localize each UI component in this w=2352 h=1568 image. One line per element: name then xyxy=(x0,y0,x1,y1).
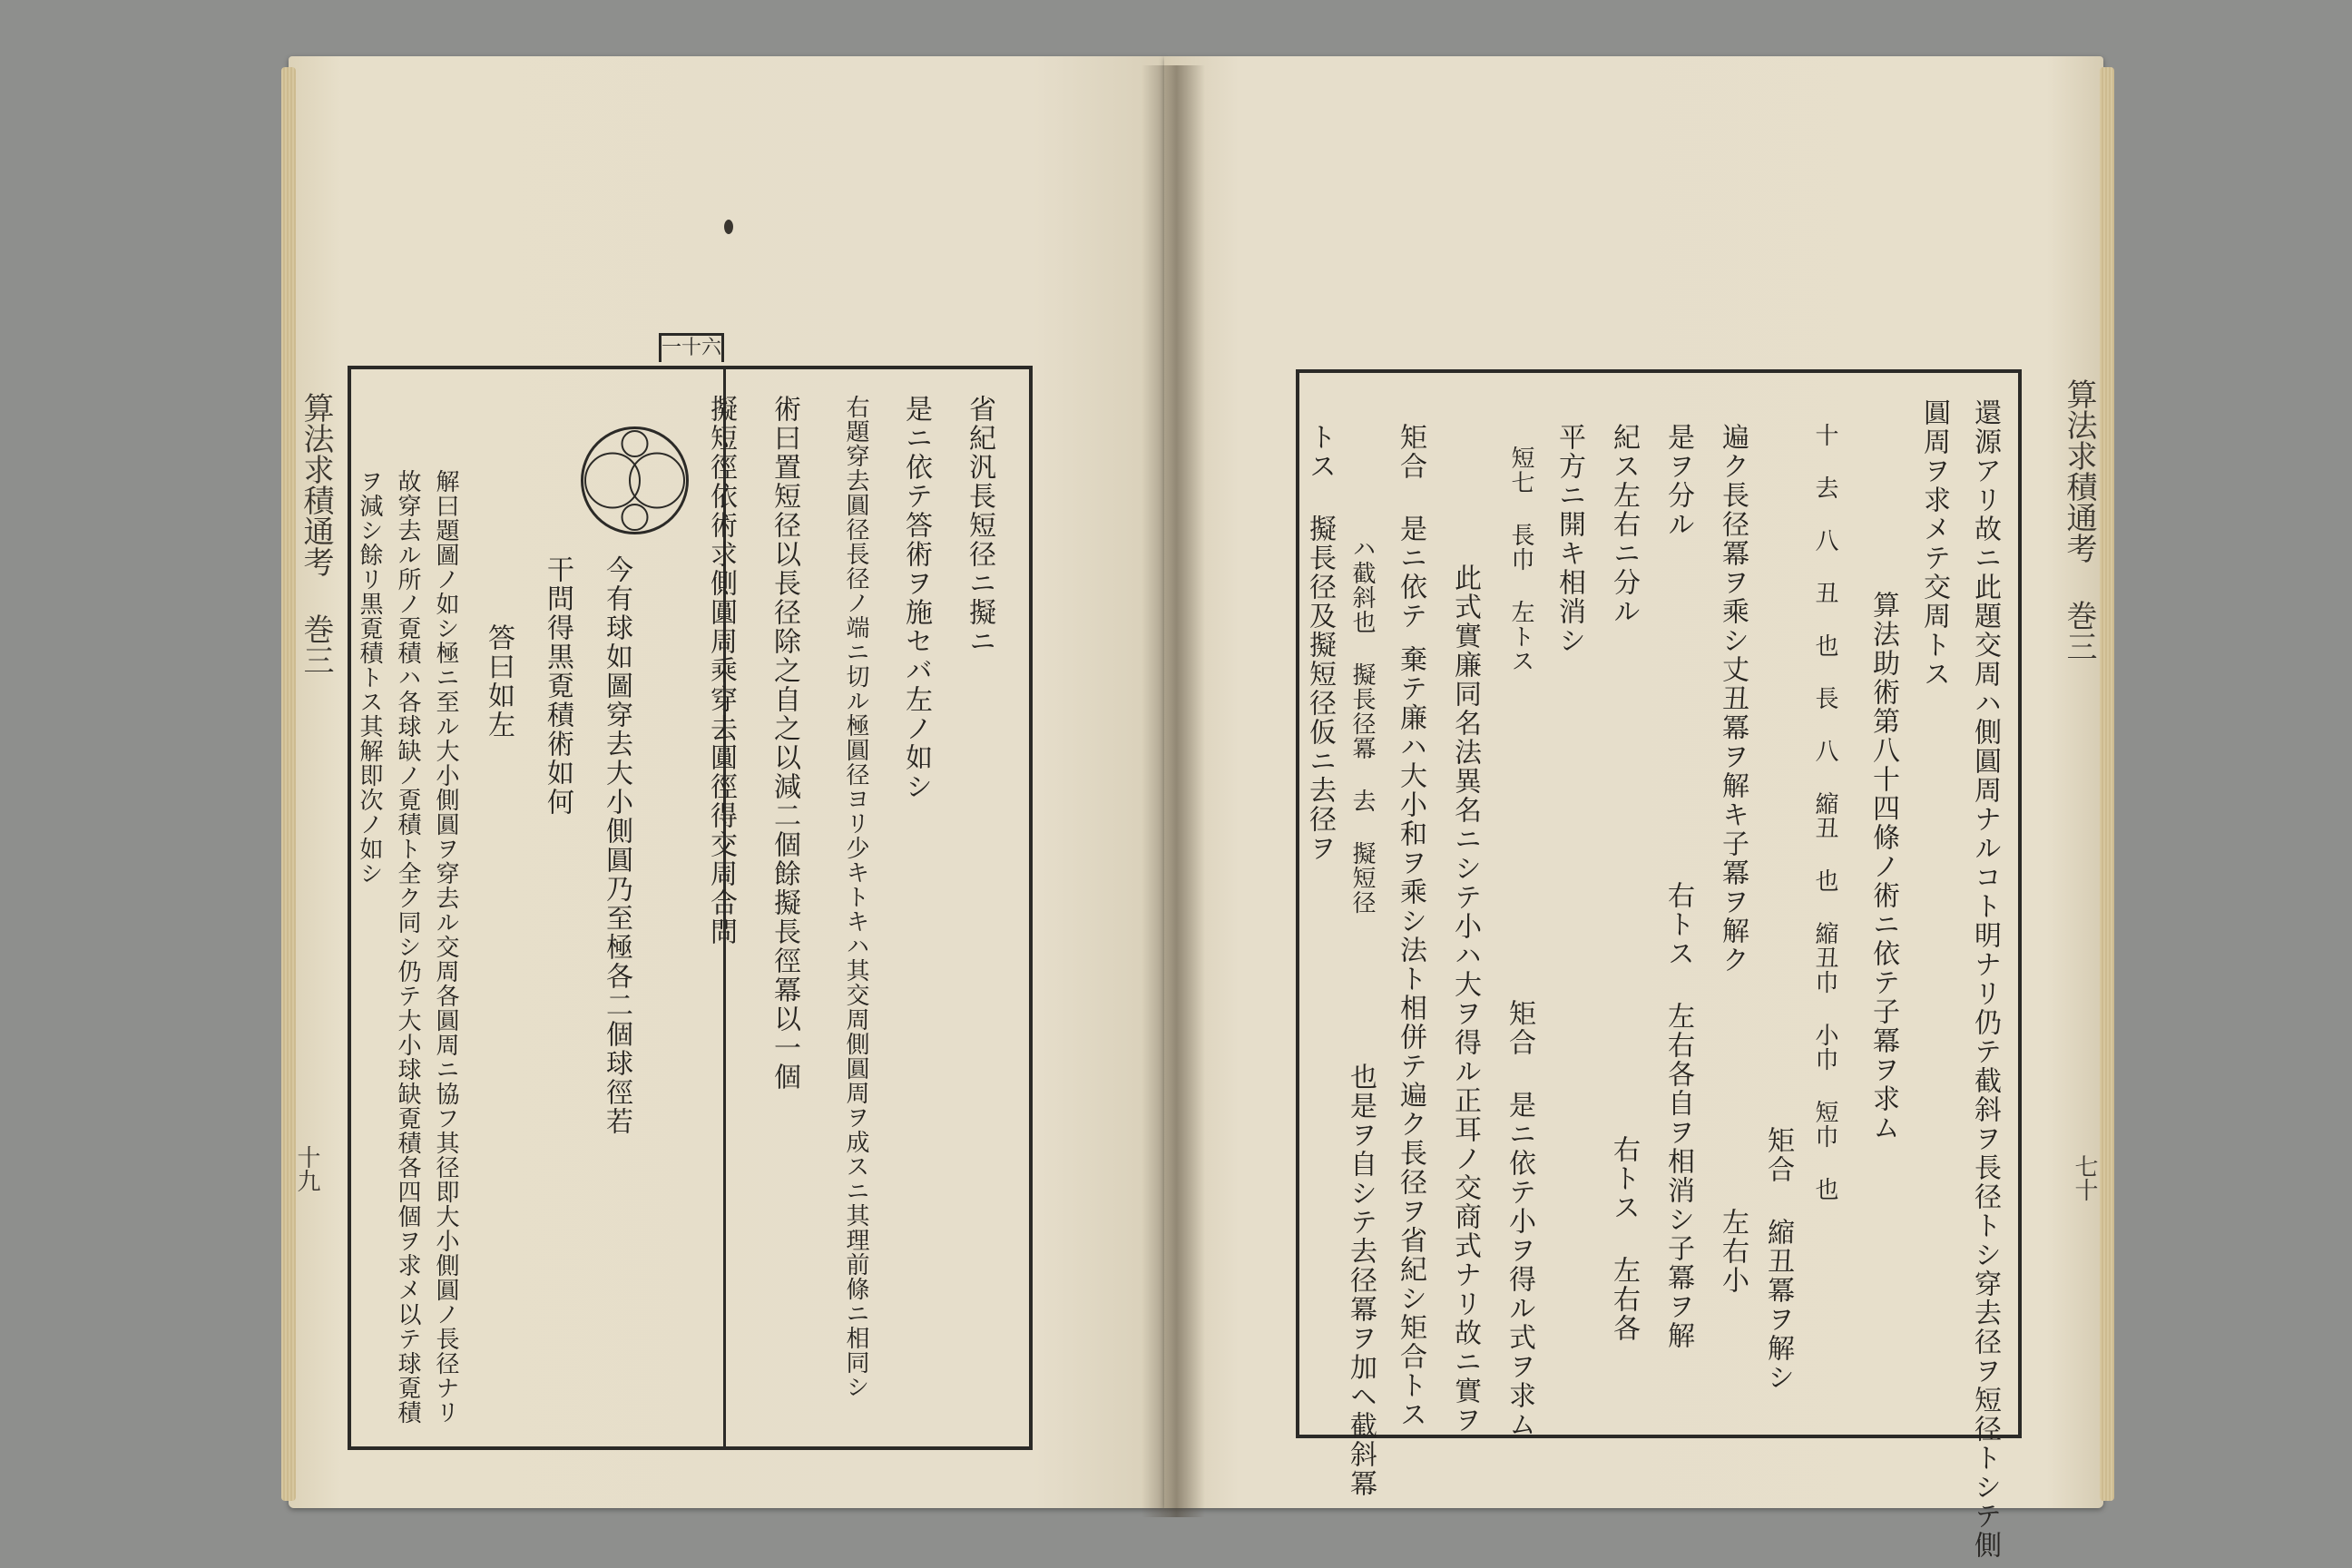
right-col-7: 左右小 xyxy=(1717,1208,1749,1295)
left-margin-title: 算法求積通考 巻三 xyxy=(298,392,334,675)
left-col-3: 右題穿去圓径長径ノ端ニ切ル極圓径ヨリ少キトキハ其交周側圓周ヲ成スニ其理前條ニ相同シ xyxy=(842,395,869,1399)
right-margin-title: 算法求積通考 巻三 xyxy=(2061,378,2097,662)
right-col-5: 矩合 縮丑冪ヲ解シ xyxy=(1762,1126,1794,1392)
left-col-1: 省紀汎長短径ニ擬ニ xyxy=(964,395,995,656)
right-col-18: ハ截斜也 擬長径冪 去 擬短径 xyxy=(1348,536,1376,915)
left-col-4: 術曰置短径以長径除之自之以減二個餘擬長徑冪以一個 xyxy=(769,395,800,1092)
right-col-6: 遍ク長径冪ヲ乘シ丈丑冪ヲ解キ子冪ヲ解ク xyxy=(1717,423,1749,975)
right-col-4: 十 去 八 丑 也 長 八 縮丑 也 縮丑巾 小巾 短巾 也 xyxy=(1811,423,1838,1201)
ink-spot xyxy=(724,220,733,234)
right-col-13: 短七 長巾 左トス xyxy=(1507,446,1534,673)
left-text-frame xyxy=(348,366,1033,1450)
right-col-14: 矩合 是ニ依テ小ヲ得ル式ヲ求ム xyxy=(1504,999,1535,1439)
right-col-3: 算法助術第八十四條ノ術ニ依テ子冪ヲ求ム xyxy=(1867,591,1899,1142)
left-col-2: 是ニ依テ答術ヲ施セバ左ノ如シ xyxy=(900,395,932,801)
right-col-17: 矩合 是ニ依テ xyxy=(1395,423,1426,631)
right-col-8: 是ヲ分ル xyxy=(1662,423,1694,539)
right-col-9: 右トス 左右各自ヲ相消シ子冪ヲ解 xyxy=(1662,881,1694,1350)
right-col-2: 圓周ヲ求メテ交周トス xyxy=(1918,398,1950,689)
book-spine xyxy=(1142,65,1205,1517)
page-edges-right xyxy=(2100,67,2114,1501)
left-col-10: 故穿去ル所ノ覔積ハ各球缺ノ覔積ト全ク同シ仍テ大小球缺覔積各四個ヲ求メ以テ球覔積 xyxy=(394,469,421,1425)
right-col-10: 紀ス左右ニ分ル xyxy=(1608,423,1640,626)
left-col-9: 解曰題圖ノ如シ極ニ至ル大小側圓ヲ穿去ル交周各圓周ニ協フ其径即大小側圓ノ長径ナリ xyxy=(432,469,459,1425)
left-col-8: 答曰如左 xyxy=(483,623,514,740)
page-tab-label: 一十六 xyxy=(659,333,724,362)
right-col-11: 右トス 左右各 xyxy=(1608,1135,1640,1343)
right-col-16: 棄テ廉ハ大小和ヲ乘シ法ト相併テ遍ク長径ヲ省紀シ矩合トス xyxy=(1395,645,1426,1429)
left-col-11: ヲ減シ餘リ黒覔積トス其解即次ノ如シ xyxy=(356,469,383,886)
left-col-6: 今有球如圖穿去大小側圓乃至極各二個球徑若 xyxy=(601,555,632,1136)
right-col-19: 也是ヲ自シテ去径冪ヲ加ヘ截斜冪 xyxy=(1345,1063,1377,1498)
right-col-12: 平方ニ開キ相消シ xyxy=(1553,423,1585,655)
open-book xyxy=(289,56,2103,1560)
right-col-1: 還源アリ故ニ此題交周ハ側圓周ナルコト明ナリ仍テ截斜ヲ長径トシ穿去径ヲ短径トシテ側 xyxy=(1969,398,2001,1560)
right-col-20: トス 擬長径及擬短径仮ニ去径ヲ xyxy=(1304,423,1336,863)
page-edges xyxy=(281,67,296,1501)
sphere-figure xyxy=(578,424,691,537)
left-folio: 十九 xyxy=(293,1145,320,1192)
right-text-frame xyxy=(1296,369,2022,1560)
right-col-15: 此式實廉同名法異名ニシテ小ハ大ヲ得ル正耳ノ交商式ナリ故ニ實ヲ xyxy=(1449,564,1481,1435)
right-page xyxy=(1164,56,2103,1560)
left-col-5: 擬短徑依術求側圓周乘穿去圓徑得交周合問 xyxy=(705,395,737,946)
right-folio: 七十 xyxy=(2071,1154,2098,1201)
left-page xyxy=(289,56,1164,1508)
left-col-7: 干問得黒覔積術如何 xyxy=(542,555,573,817)
